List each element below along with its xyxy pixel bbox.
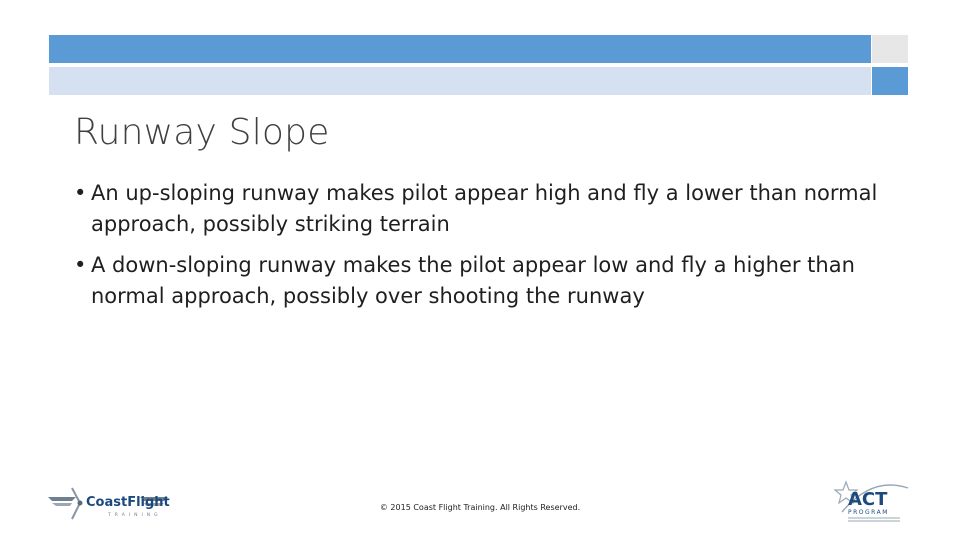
logo-right-name: ACT <box>848 489 888 510</box>
header-bar-top-side <box>872 35 908 63</box>
act-program-logo <box>832 478 912 524</box>
slide-title: Runway Slope <box>74 112 330 153</box>
copyright-footer: © 2015 Coast Flight Training. All Rights Reserved. <box>379 503 581 512</box>
logo-left-tagline: TRAINING <box>108 513 162 518</box>
header-bar-top <box>49 35 871 63</box>
bullet-item <box>74 250 894 312</box>
bullet-marker: • <box>74 253 87 277</box>
bullet-marker: • <box>74 181 87 205</box>
header-bar-sub-side <box>872 67 908 95</box>
logo-right-subtitle: PROGRAM <box>848 509 889 516</box>
bullet-list <box>74 178 894 322</box>
bullet-text: A down-sloping runway makes the pilot appear low and fly a higher than normal approach, possibly over shooting the runway <box>91 253 855 308</box>
bullet-item <box>74 178 894 240</box>
logo-left-name: CoastFlight <box>86 495 170 510</box>
header-bar-sub <box>49 67 871 95</box>
bullet-text: An up-sloping runway makes pilot appear high and fly a lower than normal approach, possibly striking terrain <box>91 181 878 236</box>
